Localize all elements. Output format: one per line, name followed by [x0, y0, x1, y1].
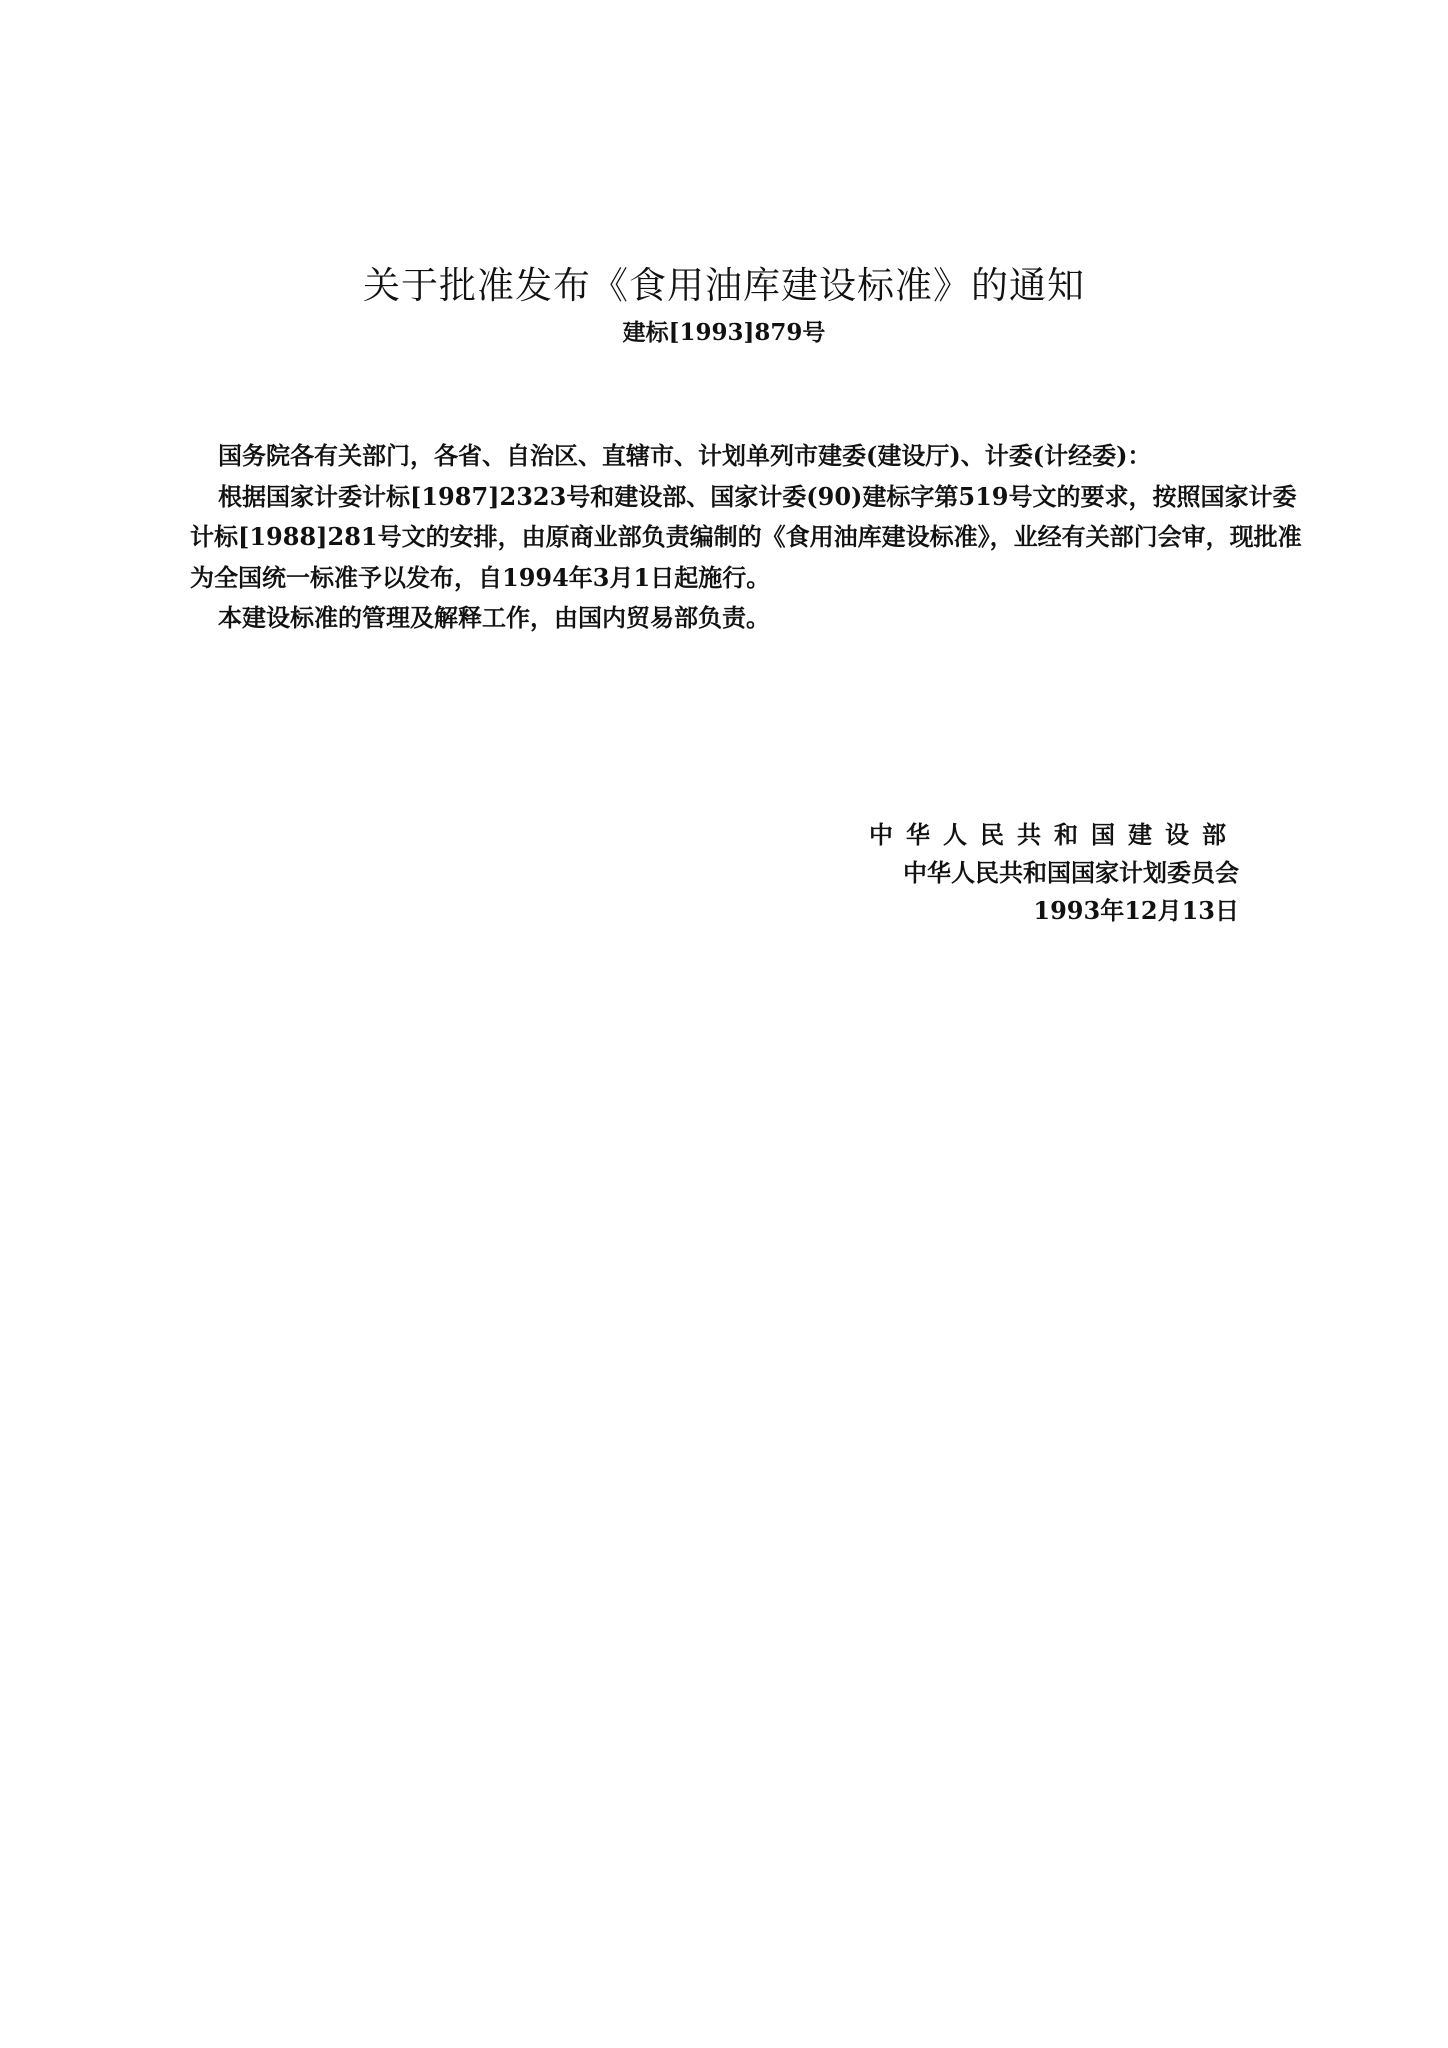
body-paragraph-1: 根据国家计委计标[1987]2323号和建设部、国家计委(90)建标字第519号文的要求，按照国家计委计标[1988]281号文的安排，由原商业部负责编制的《食用油库建设标准》，业经有关部门会审，现批准为全国统一标准予以发布，自1994年3月1日起施行。 — [190, 481, 1302, 592]
document-body — [190, 436, 1314, 639]
issuer-state-planning-commission: 中华人民共和国国家计划委员会 — [903, 858, 1239, 887]
signature-block — [869, 816, 1239, 930]
body-paragraph-2: 本建设标准的管理及解释工作，由国内贸易部负责。 — [218, 603, 770, 632]
document-title: 关于批准发布《食用油库建设标准》的通知 — [363, 264, 1085, 307]
issuer-ministry-of-construction: 中华人民共和国建设部 — [869, 820, 1239, 849]
issue-date: 1993年12月13日 — [1033, 896, 1239, 925]
document-number: 建标[1993]879号 — [622, 319, 826, 346]
addressee-line: 国务院各有关部门，各省、自治区、直辖市、计划单列市建委(建设厅)、计委(计经委)： — [218, 441, 1152, 470]
